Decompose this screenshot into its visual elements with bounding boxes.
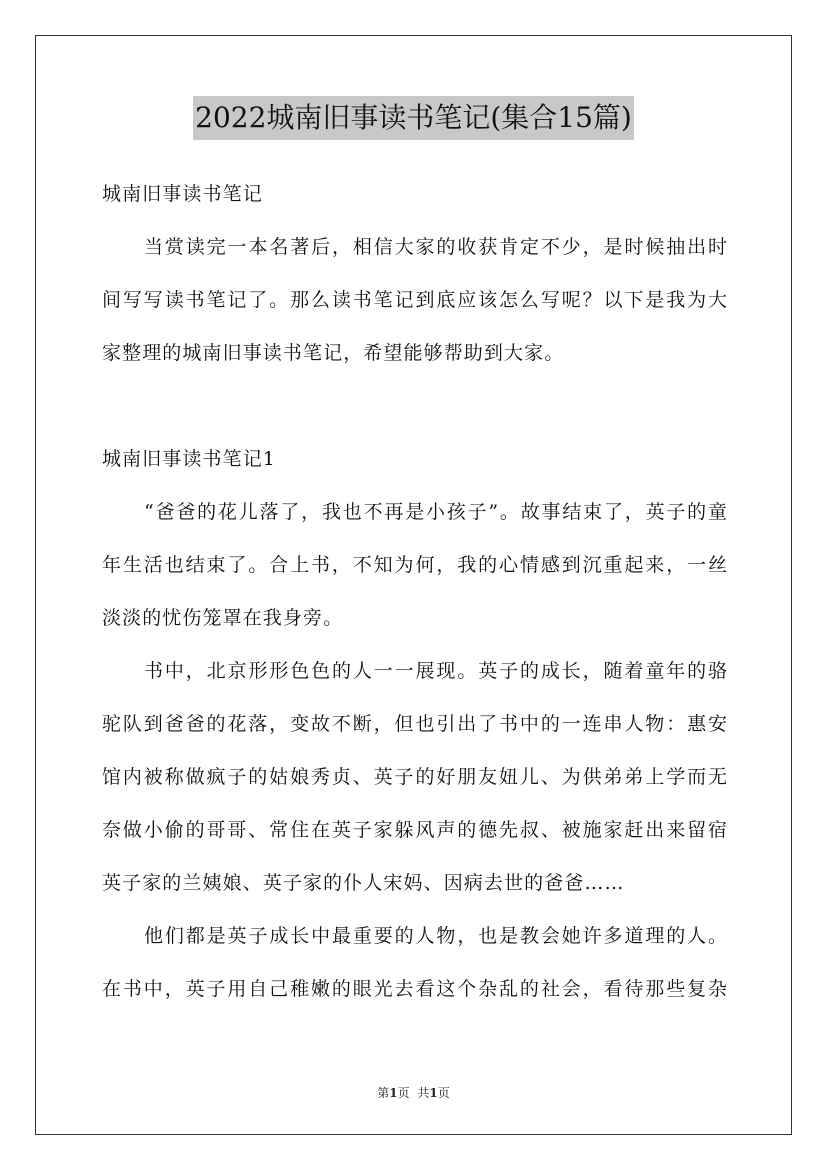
intro-line: 当赏读完一本名著后，相信大家的收获肯定不少，是时候抽出时 <box>144 236 727 258</box>
paragraph-line: 英子家的兰姨娘、英子家的仆人宋妈、因病去世的爸爸…… <box>102 872 625 894</box>
paragraph-line: “爸爸的花儿落了，我也不再是小孩子”。故事结束了，英子的童 <box>144 501 727 523</box>
paragraph-line: 年生活也结束了。合上书，不知为何，我的心情感到沉重起来，一丝 <box>102 554 727 576</box>
page-total: 1 <box>429 1086 438 1100</box>
title-container <box>0 96 827 140</box>
page-current: 1 <box>389 1086 398 1100</box>
paragraph-line: 驼队到爸爸的花落，变故不断，但也引出了书中的一连串人物：惠安 <box>102 713 727 735</box>
intro-line: 家整理的城南旧事读书笔记，希望能够帮助到大家。 <box>102 342 565 364</box>
paragraph-line: 书中，北京形形色色的人一一展现。英子的成长，随着童年的骆 <box>144 660 727 682</box>
paragraph-line: 在书中，英子用自己稚嫩的眼光去看这个杂乱的社会，看待那些复杂 <box>102 978 727 1000</box>
paragraph-line: 淡淡的忧伤笼罩在我身旁。 <box>102 607 344 629</box>
document-body <box>102 168 727 1016</box>
total-prefix: 共 <box>417 1086 430 1100</box>
section-heading-intro: 城南旧事读书笔记 <box>102 183 263 205</box>
page-suffix: 页 <box>397 1086 410 1100</box>
blank-line <box>102 380 727 433</box>
paragraph-line: 馆内被称做疯子的姑娘秀贞、英子的好朋友妞儿、为供弟弟上学而无 <box>102 766 727 788</box>
document-title: 2022城南旧事读书笔记(集合15篇) <box>193 96 634 140</box>
paragraph-line: 他们都是英子成长中最重要的人物，也是教会她许多道理的人。 <box>144 925 727 947</box>
page-prefix: 第 <box>377 1086 390 1100</box>
section-heading-note1: 城南旧事读书笔记1 <box>102 448 276 470</box>
page-footer <box>0 1083 827 1103</box>
intro-line: 间写写读书笔记了。那么读书笔记到底应该怎么写呢？以下是我为大 <box>102 289 727 311</box>
total-suffix: 页 <box>437 1086 450 1100</box>
paragraph-line: 奈做小偷的哥哥、常住在英子家躲风声的德先叔、被施家赶出来留宿 <box>102 819 727 841</box>
